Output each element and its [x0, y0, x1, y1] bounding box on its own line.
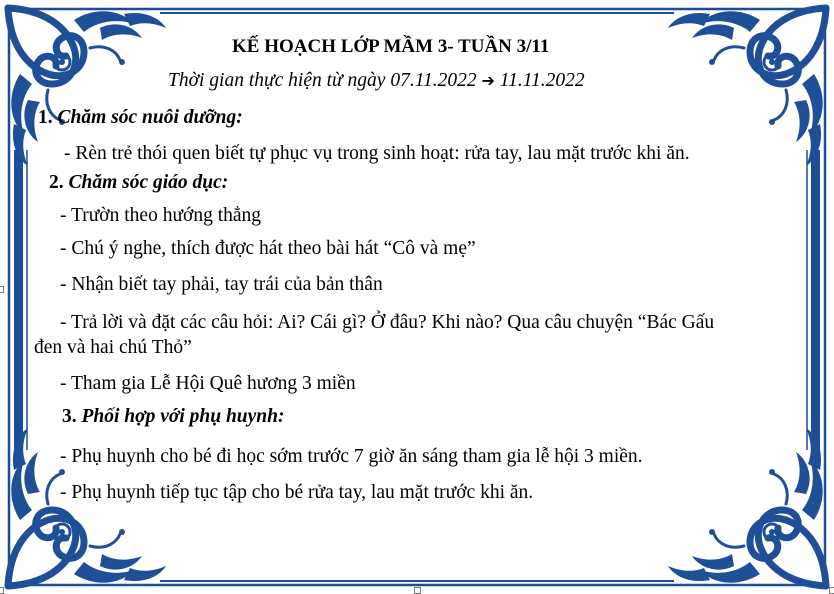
- list-item: - Nhận biết tay phải, tay trái của bản thân: [60, 274, 383, 295]
- resize-handle-bottom-right[interactable]: [829, 587, 834, 594]
- arrow-icon: ➔: [481, 71, 495, 90]
- list-item: - Trả lời và đặt các câu hỏi: Ai? Cái gì? Ở đâu? Khi nào? Qua câu chuyện “Bác Gấu: [60, 312, 715, 333]
- document-subtitle: [168, 70, 585, 92]
- subtitle-date-range-start: Thời gian thực hiện từ ngày 07.11.2022: [168, 70, 477, 91]
- list-item: - Rèn trẻ thói quen biết tự phục vụ trong sinh hoạt: rửa tay, lau mặt trước khi ăn.: [64, 143, 690, 164]
- list-item-continuation: đen và hai chú Thỏ”: [34, 337, 192, 358]
- section-number: 3.: [62, 406, 77, 427]
- section-2-heading: [49, 172, 228, 194]
- section-number: 2.: [49, 172, 64, 193]
- section-title: Chăm sóc giáo dục:: [68, 172, 229, 193]
- list-item: - Tham gia Lễ Hội Quê hương 3 miền: [60, 373, 356, 394]
- list-item: - Phụ huynh cho bé đi học sớm trước 7 giờ ăn sáng tham gia lễ hội 3 miền.: [60, 446, 643, 467]
- section-title: Chăm sóc nuôi dưỡng:: [57, 107, 243, 128]
- subtitle-date-range-end: 11.11.2022: [499, 70, 585, 91]
- document-title: KẾ HOẠCH LỚP MẦM 3- TUẦN 3/11: [232, 36, 550, 57]
- list-item: - Phụ huynh tiếp tục tập cho bé rửa tay, lau mặt trước khi ăn.: [60, 482, 534, 503]
- section-title: Phối hợp với phụ huynh:: [81, 406, 285, 427]
- section-3-heading: [62, 406, 285, 428]
- list-item: - Trườn theo hướng thẳng: [60, 205, 262, 226]
- section-number: 1.: [38, 107, 53, 128]
- resize-handle-bottom[interactable]: [414, 587, 421, 594]
- resize-handle-left[interactable]: [0, 286, 4, 293]
- resize-handle-bottom-left[interactable]: [0, 587, 4, 594]
- section-1-heading: [38, 107, 243, 129]
- list-item: - Chú ý nghe, thích được hát theo bài hát “Cô và mẹ”: [60, 238, 476, 259]
